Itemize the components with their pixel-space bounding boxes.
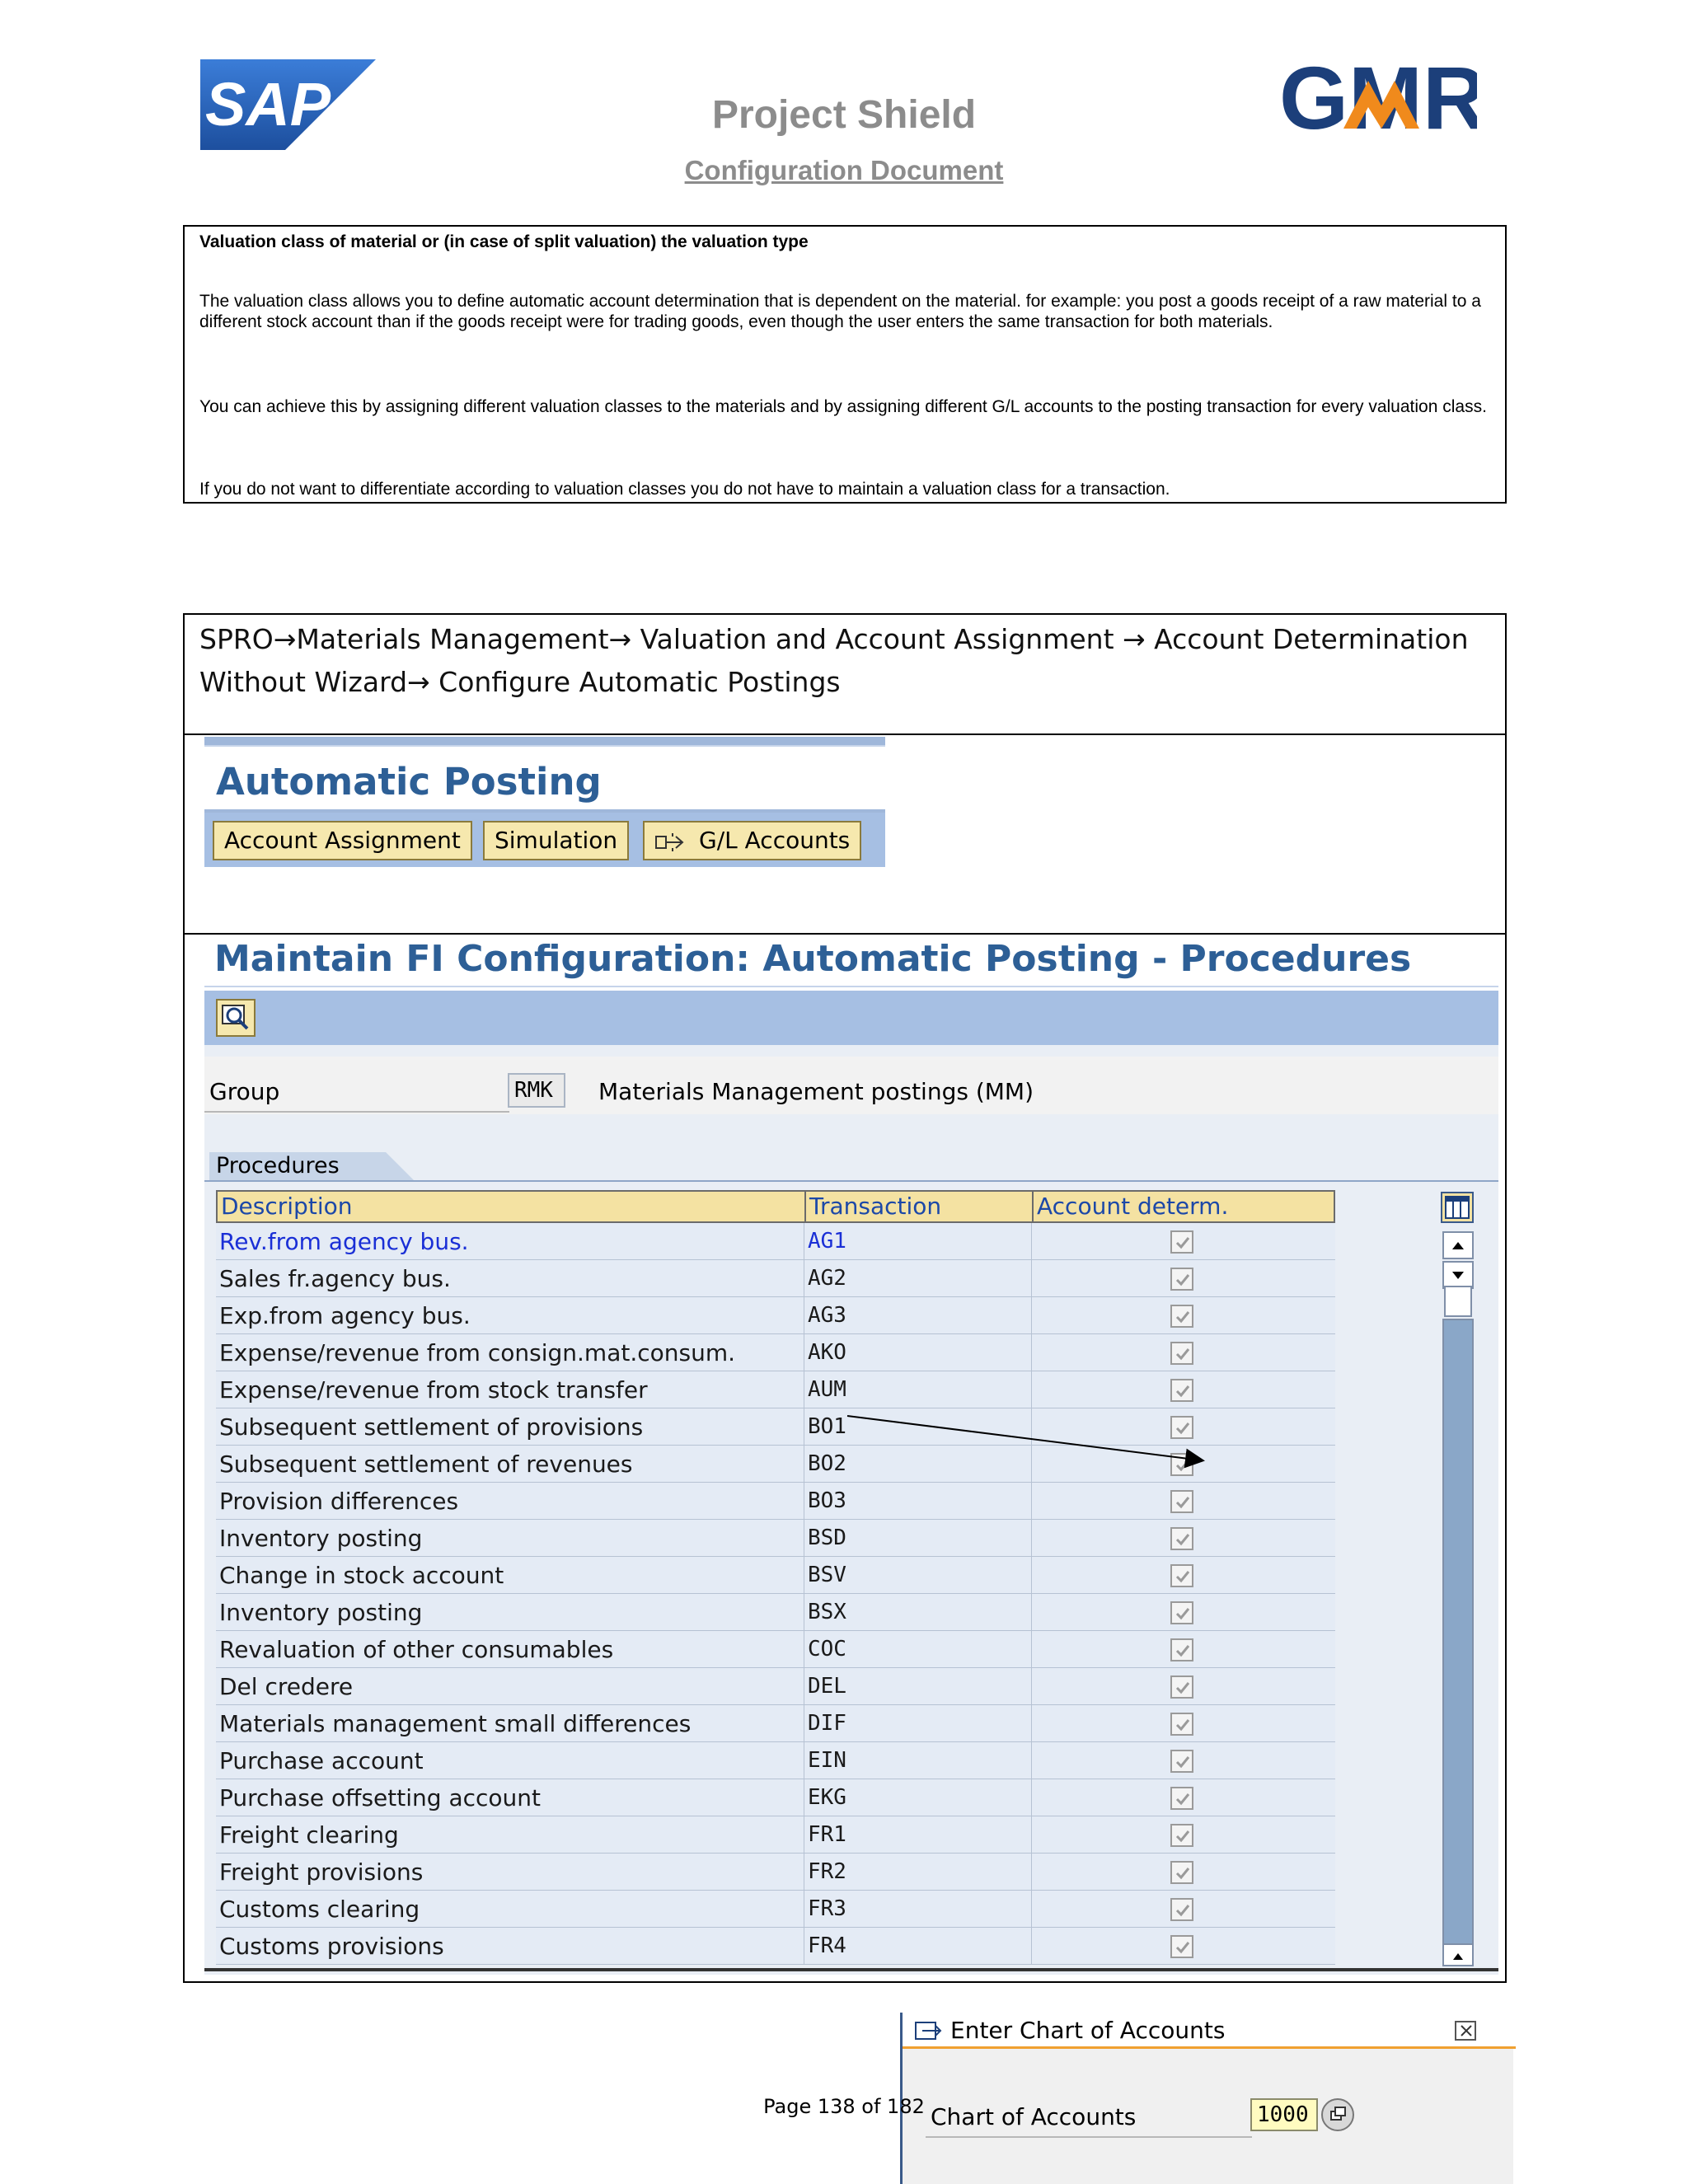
procedure-description[interactable]: Expense/revenue from stock transfer xyxy=(216,1371,804,1408)
table-settings-button[interactable] xyxy=(1441,1192,1474,1223)
table-row[interactable] xyxy=(216,1594,1335,1631)
transaction-code[interactable]: FR2 xyxy=(804,1854,1032,1891)
checkmark-icon xyxy=(1174,1901,1192,1919)
checkmark-icon xyxy=(1174,1382,1192,1400)
account-determ-cell xyxy=(1032,1891,1332,1928)
account-determ-cell xyxy=(1032,1408,1332,1446)
procedure-description[interactable]: Change in stock account xyxy=(216,1557,804,1594)
checkmark-icon xyxy=(1174,1308,1192,1326)
account-determ-checkbox[interactable] xyxy=(1170,1713,1193,1736)
procedure-description[interactable]: Customs provisions xyxy=(216,1928,804,1965)
button-label: Account Assignment xyxy=(224,827,461,854)
transaction-code[interactable]: AKO xyxy=(804,1334,1032,1371)
table-row[interactable] xyxy=(216,1557,1335,1594)
procedure-description[interactable]: Freight clearing xyxy=(216,1816,804,1854)
table-row[interactable] xyxy=(216,1779,1335,1816)
dialog-title: Enter Chart of Accounts xyxy=(950,2017,1226,2044)
account-determ-checkbox[interactable] xyxy=(1170,1675,1193,1699)
account-determ-cell xyxy=(1032,1483,1332,1520)
table-row[interactable] xyxy=(216,1446,1335,1483)
procedure-description[interactable]: Del credere xyxy=(216,1668,804,1705)
triangle-down-icon xyxy=(1444,1263,1472,1287)
checkmark-icon xyxy=(1174,1419,1192,1437)
account-determ-cell xyxy=(1032,1779,1332,1816)
gl-accounts-icon xyxy=(654,829,687,854)
transaction-code[interactable]: DIF xyxy=(804,1705,1032,1742)
menu-path xyxy=(199,618,1472,704)
transaction-code[interactable]: DEL xyxy=(804,1668,1032,1705)
menu-path-line: Without Wizard→ Configure Automatic Postings xyxy=(199,666,841,698)
triangle-up-icon xyxy=(1444,1233,1472,1258)
checkmark-icon xyxy=(1174,1568,1192,1586)
procedure-description[interactable]: Subsequent settlement of provisions xyxy=(216,1408,804,1446)
scrollbar-thumb[interactable] xyxy=(1444,1286,1472,1317)
table-row[interactable] xyxy=(216,1223,1335,1260)
procedure-description[interactable]: Rev.from agency bus. xyxy=(216,1223,804,1260)
transaction-code[interactable]: AG2 xyxy=(804,1260,1032,1297)
svg-text:SAP: SAP xyxy=(205,70,331,138)
account-determ-cell xyxy=(1032,1816,1332,1854)
account-determ-cell xyxy=(1032,1631,1332,1668)
checkmark-icon xyxy=(1174,1234,1192,1252)
table-row[interactable] xyxy=(216,1928,1335,1965)
checkmark-icon xyxy=(1174,1345,1192,1363)
table-row[interactable] xyxy=(216,1816,1335,1854)
transaction-code[interactable]: AG3 xyxy=(804,1297,1032,1334)
checkmark-icon xyxy=(1174,1642,1192,1660)
divider xyxy=(204,1968,1498,1971)
account-determ-checkbox[interactable] xyxy=(1170,1453,1193,1476)
simulation-button[interactable] xyxy=(483,821,629,860)
transaction-code[interactable]: AG1 xyxy=(804,1223,1032,1260)
account-determ-checkbox[interactable] xyxy=(1170,1861,1193,1884)
table-header xyxy=(216,1190,1335,1223)
tab-corner xyxy=(386,1152,414,1180)
triangle-up-icon xyxy=(1444,1945,1472,1965)
checkmark-icon xyxy=(1174,1827,1192,1845)
account-determ-checkbox[interactable] xyxy=(1170,1638,1193,1661)
table-row[interactable] xyxy=(216,1891,1335,1928)
button-label: Simulation xyxy=(495,827,618,854)
page-number: Page 138 of 182 xyxy=(763,2095,925,2118)
automatic-posting-panel xyxy=(204,737,885,852)
transaction-code[interactable]: FR3 xyxy=(804,1891,1032,1928)
procedure-description[interactable]: Customs clearing xyxy=(216,1891,804,1928)
procedure-description[interactable]: Provision differences xyxy=(216,1483,804,1520)
account-determ-checkbox[interactable] xyxy=(1170,1305,1193,1328)
account-determ-checkbox[interactable] xyxy=(1170,1564,1193,1587)
checkmark-icon xyxy=(1174,1605,1192,1623)
checkmark-icon xyxy=(1174,1864,1192,1882)
group-row xyxy=(204,1057,1498,1114)
account-determ-checkbox[interactable] xyxy=(1170,1787,1193,1810)
account-determ-checkbox[interactable] xyxy=(1170,1935,1193,1958)
transaction-code[interactable]: BSX xyxy=(804,1594,1032,1631)
account-determ-cell xyxy=(1032,1520,1332,1557)
checkmark-icon xyxy=(1174,1790,1192,1808)
procedure-description[interactable]: Inventory posting xyxy=(216,1520,804,1557)
account-determ-checkbox[interactable] xyxy=(1170,1824,1193,1847)
table-row[interactable] xyxy=(216,1742,1335,1779)
account-determ-cell xyxy=(1032,1371,1332,1408)
procedure-description[interactable]: Purchase offsetting account xyxy=(216,1779,804,1816)
procedure-description[interactable]: Materials management small differences xyxy=(216,1705,804,1742)
transaction-code[interactable]: EKG xyxy=(804,1779,1032,1816)
svg-text:GMR: GMR xyxy=(1279,56,1477,135)
table-row[interactable] xyxy=(216,1297,1335,1334)
description-heading: Valuation class of material or (in case of split valuation) the valuation type xyxy=(199,232,809,251)
divider xyxy=(185,933,1505,935)
account-determ-checkbox[interactable] xyxy=(1170,1490,1193,1513)
account-determ-cell xyxy=(1032,1928,1332,1965)
table-row[interactable] xyxy=(216,1260,1335,1297)
table-row[interactable] xyxy=(216,1483,1335,1520)
account-determ-cell xyxy=(1032,1854,1332,1891)
transaction-code[interactable]: BO3 xyxy=(804,1483,1032,1520)
group-label: Group xyxy=(209,1078,280,1105)
account-determ-cell xyxy=(1032,1334,1332,1371)
account-determ-cell xyxy=(1032,1260,1332,1297)
checkmark-icon xyxy=(1174,1530,1192,1549)
account-determ-checkbox[interactable] xyxy=(1170,1230,1193,1254)
description-paragraph: You can achieve this by assigning different valuation classes to the materials and by assigning different G/L accounts to the posting transaction for every valuation class. xyxy=(199,397,1487,416)
tab-procedures[interactable]: Procedures xyxy=(209,1152,386,1180)
table-row[interactable] xyxy=(216,1705,1335,1742)
document-subtitle: Configuration Document xyxy=(684,155,1004,185)
fi-screen-title: Maintain FI Configuration: Automatic Posting - Procedures xyxy=(214,938,1412,980)
automatic-posting-toolbar xyxy=(204,813,885,867)
group-description: Materials Management postings (MM) xyxy=(598,1078,1034,1105)
transaction-code[interactable]: EIN xyxy=(804,1742,1032,1779)
close-button[interactable] xyxy=(1455,2021,1476,2041)
scroll-page-up-button[interactable] xyxy=(1442,1943,1474,1966)
procedure-description[interactable]: Exp.from agency bus. xyxy=(216,1297,804,1334)
document-title: Project Shield xyxy=(711,93,977,137)
account-determ-cell xyxy=(1032,1668,1332,1705)
group-field[interactable]: RMK xyxy=(508,1073,565,1108)
scroll-up-button[interactable] xyxy=(1442,1231,1474,1259)
input-dialog-icon xyxy=(914,2019,942,2042)
dialog-title-bar xyxy=(903,2013,1516,2049)
procedure-description[interactable]: Freight provisions xyxy=(216,1854,804,1891)
checkmark-icon xyxy=(1174,1753,1192,1771)
table-row[interactable] xyxy=(216,1631,1335,1668)
checkmark-icon xyxy=(1174,1716,1192,1734)
column-header-transaction[interactable]: Transaction xyxy=(806,1192,1034,1221)
chart-of-accounts-field[interactable]: 1000 xyxy=(1250,2098,1318,2131)
magnifier-icon xyxy=(218,1001,254,1035)
checkmark-icon xyxy=(1174,1271,1192,1289)
account-determ-cell xyxy=(1032,1557,1332,1594)
valuation-class-description-box xyxy=(183,225,1507,504)
divider xyxy=(204,986,1498,987)
transaction-code[interactable]: COC xyxy=(804,1631,1032,1668)
divider xyxy=(204,1180,1498,1182)
transaction-code[interactable]: BO2 xyxy=(804,1446,1032,1483)
checkmark-icon xyxy=(1174,1493,1192,1511)
transaction-code[interactable]: AUM xyxy=(804,1371,1032,1408)
account-determ-checkbox[interactable] xyxy=(1170,1379,1193,1402)
account-assignment-button[interactable] xyxy=(213,821,472,860)
account-determ-checkbox[interactable] xyxy=(1170,1342,1193,1365)
description-paragraph: The valuation class allows you to define automatic account determination that is dependent on the material. for example: you post a goods receipt of a raw material to a different stock account than if the goods receipt were for trading goods, even though the user enters the same transaction for both materials. xyxy=(199,292,1481,331)
transaction-code[interactable]: BO1 xyxy=(804,1408,1032,1446)
procedure-description[interactable]: Subsequent settlement of revenues xyxy=(216,1446,804,1483)
account-determ-checkbox[interactable] xyxy=(1170,1527,1193,1550)
divider xyxy=(204,1111,509,1113)
close-icon xyxy=(1458,2023,1475,2038)
procedure-description[interactable]: Sales fr.agency bus. xyxy=(216,1260,804,1297)
column-header-account-determ[interactable]: Account determ. xyxy=(1037,1193,1229,1220)
account-determ-cell xyxy=(1032,1446,1332,1483)
procedure-description[interactable]: Purchase account xyxy=(216,1742,804,1779)
table-row[interactable] xyxy=(216,1520,1335,1557)
account-determ-cell xyxy=(1032,1297,1332,1334)
transaction-code[interactable]: FR1 xyxy=(804,1816,1032,1854)
checkmark-icon xyxy=(1174,1938,1192,1957)
account-determ-checkbox[interactable] xyxy=(1170,1750,1193,1773)
account-determ-cell xyxy=(1032,1705,1332,1742)
button-label: G/L Accounts xyxy=(699,827,851,854)
account-determ-cell xyxy=(1032,1742,1332,1779)
table-settings-icon xyxy=(1442,1193,1472,1221)
table-row[interactable] xyxy=(216,1854,1335,1891)
divider xyxy=(926,2136,1252,2138)
scrollbar-track[interactable] xyxy=(1442,1319,1474,1945)
account-determ-checkbox[interactable] xyxy=(1170,1601,1193,1624)
chart-of-accounts-label: Chart of Accounts xyxy=(931,2103,1137,2130)
procedure-description[interactable]: Inventory posting xyxy=(216,1594,804,1631)
table-row[interactable] xyxy=(216,1334,1335,1371)
transaction-code[interactable]: BSV xyxy=(804,1557,1032,1594)
panel-top-bar xyxy=(204,737,885,747)
transaction-code[interactable]: FR4 xyxy=(804,1928,1032,1965)
transaction-code[interactable]: BSD xyxy=(804,1520,1032,1557)
account-determ-cell xyxy=(1032,1594,1332,1631)
procedure-description[interactable]: Expense/revenue from consign.mat.consum. xyxy=(216,1334,804,1371)
details-button[interactable] xyxy=(216,999,256,1037)
column-header-description[interactable]: Description xyxy=(218,1192,806,1221)
table-row[interactable] xyxy=(216,1408,1335,1446)
checkmark-icon xyxy=(1174,1679,1192,1697)
table-row[interactable] xyxy=(216,1371,1335,1408)
scroll-down-button[interactable] xyxy=(1442,1261,1474,1289)
account-determ-checkbox[interactable] xyxy=(1170,1898,1193,1921)
account-determ-checkbox[interactable] xyxy=(1170,1416,1193,1439)
account-determ-cell xyxy=(1032,1223,1332,1260)
checkmark-icon xyxy=(1174,1456,1192,1474)
divider xyxy=(185,733,1505,735)
gl-accounts-button[interactable] xyxy=(643,821,861,860)
fi-toolbar xyxy=(204,991,1498,1045)
account-determ-checkbox[interactable] xyxy=(1170,1268,1193,1291)
menu-path-line: SPRO→Materials Management→ Valuation and Account Assignment → Account Determination xyxy=(199,623,1469,655)
procedure-description[interactable]: Revaluation of other consumables xyxy=(216,1631,804,1668)
description-paragraph: If you do not want to differentiate according to valuation classes you do not have to maintain a valuation class for a transaction. xyxy=(199,480,1170,499)
automatic-posting-title: Automatic Posting xyxy=(216,760,602,804)
table-row[interactable] xyxy=(216,1668,1335,1705)
